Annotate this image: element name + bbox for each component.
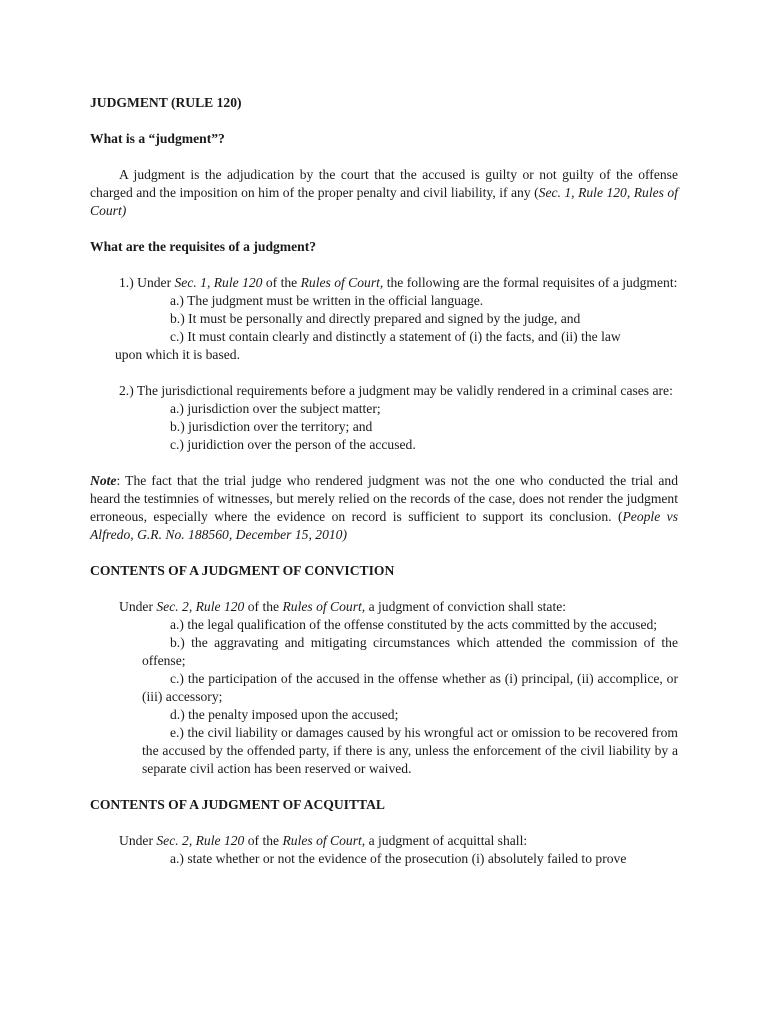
conviction-item-d: [90, 706, 678, 724]
req1-mid: of the: [262, 275, 301, 290]
acquittal-intro: [90, 832, 678, 850]
note-citation: People vs Alfredo, G.R. No. 188560, December 15, 2010): [90, 509, 678, 542]
question-requisites: What are the requisites of a judgment?: [90, 239, 317, 254]
conviction-item-b-text: b.) the aggravating and mitigating circumstances which attended the commission of the offense;: [142, 635, 678, 668]
conviction-rules-ref: Rules of Court,: [282, 599, 366, 614]
req1-tail: the following are the formal requisites of a judgment:: [383, 275, 678, 290]
conviction-item-c: [90, 670, 678, 706]
acquittal-item-a: a.) state whether or not the evidence of the prosecution (i) absolutely failed to prove: [170, 851, 627, 866]
conviction-mid: of the: [244, 599, 283, 614]
req1-item-b: b.) It must be personally and directly prepared and signed by the judge, and: [170, 311, 581, 326]
note-paragraph: [90, 472, 678, 544]
conviction-item-b: [90, 634, 678, 670]
acquittal-mid: of the: [244, 833, 283, 848]
conviction-item-e: [90, 724, 678, 778]
note-label: Note: [90, 473, 117, 488]
note-text: : The fact that the trial judge who rendered judgment was not the one who conducted the trial and heard the testimnies of witnesses, but merely relied on the records of the case, does not render the judgment erroneous, especially where the evidence on record is sufficient to support its conclusion. (: [90, 473, 678, 524]
conviction-item-a-text: a.) the legal qualification of the offense constituted by the acts committed by the accused;: [170, 617, 658, 632]
conviction-section-ref: Sec. 2, Rule 120: [156, 599, 245, 614]
req2-item-c: c.) juridiction over the person of the accused.: [170, 437, 416, 452]
conviction-tail: a judgment of conviction shall state:: [365, 599, 567, 614]
conviction-intro: [90, 598, 678, 616]
req1-item-a: a.) The judgment must be written in the official language.: [170, 293, 484, 308]
section-heading-judgment: JUDGMENT (RULE 120): [90, 95, 242, 110]
requisite-1: [90, 274, 678, 292]
conviction-lead: Under: [119, 599, 157, 614]
req1-rules-ref: Rules of Court,: [300, 275, 384, 290]
conviction-item-c-text: c.) the participation of the accused in the offense whether as (i) principal, (ii) accomplice, or (iii) accessory;: [142, 671, 678, 704]
conviction-item-a: [90, 616, 678, 634]
conviction-item-d-text: d.) the penalty imposed upon the accused;: [170, 707, 399, 722]
req2-item-b: b.) jurisdiction over the territory; and: [170, 419, 373, 434]
definition-citation: Sec. 1, Rule 120, Rules of Court): [90, 185, 678, 218]
acquittal-rules-ref: Rules of Court,: [282, 833, 366, 848]
acquittal-tail: a judgment of acquittal shall:: [365, 833, 528, 848]
req1-item-c-continued: upon which it is based.: [115, 347, 240, 362]
judgment-definition: [90, 166, 678, 220]
req1-lead: 1.) Under: [119, 275, 175, 290]
question-what-is-judgment: What is a “judgment”?: [90, 131, 225, 146]
acquittal-section-ref: Sec. 2, Rule 120: [156, 833, 245, 848]
conviction-item-e-text: e.) the civil liability or damages caused by his wrongful act or omission to be recovered from the accused by the offended party, if there is any, unless the enforcement of the civil liability by a separate civil action has been reserved or waived.: [142, 725, 678, 776]
req2-item-a: a.) jurisdiction over the subject matter;: [170, 401, 381, 416]
requisite-2: 2.) The jurisdictional requirements before a judgment may be validly rendered in a criminal cases are:: [119, 383, 673, 398]
req1-section-ref: Sec. 1, Rule 120: [174, 275, 263, 290]
acquittal-lead: Under: [119, 833, 157, 848]
req1-item-c: c.) It must contain clearly and distinctly a statement of (i) the facts, and (ii) the law: [170, 329, 621, 344]
section-heading-conviction: CONTENTS OF A JUDGMENT OF CONVICTION: [90, 563, 395, 578]
document-page: [90, 94, 678, 868]
definition-text: A judgment is the adjudication by the court that the accused is guilty or not guilty of the offense charged and the imposition on him of the proper penalty and civil liability, if any (: [90, 167, 678, 200]
section-heading-acquittal: CONTENTS OF A JUDGMENT OF ACQUITTAL: [90, 797, 385, 812]
